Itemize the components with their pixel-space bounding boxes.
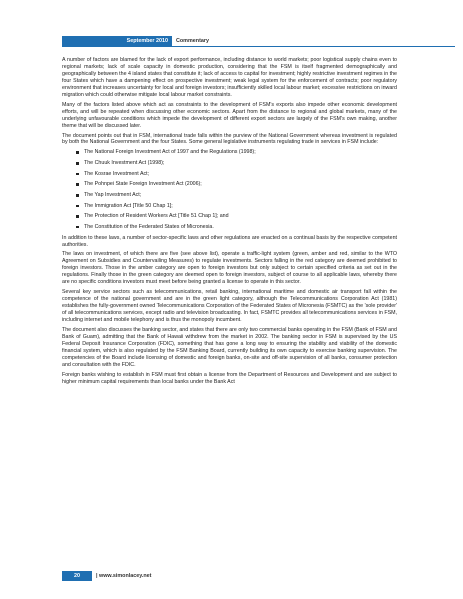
legislation-list [62, 149, 397, 230]
list-item-text: The Pohnpei State Foreign Investment Act (2006); [84, 181, 202, 188]
list-item-text: The Protection of Resident Workers Act [Title 51 Chap 1]; and [84, 213, 229, 220]
paragraph: Several key service sectors such as telecommunications, retail banking, international maritime and domestic air transport fall within the competence of the national government and are in the green light category, although the Telecommunications Corporation Act (1981) establishes the fully-government owned Telecommunications Corporation of the Federated States of Micronesia (FSMTC) as the 'sole provider' of all telecommunications services, except radio and television broadcasting. In fact, FSMTC provides all telecommunications services in FSM, including internet and mobile telephony and is thus the monopoly incumbent. [62, 289, 397, 324]
bullet-icon [76, 162, 79, 165]
list-item-text: The Immigration Act [Title 50 Chap 1]; [84, 202, 173, 209]
list-item-text: The Yap Investment Act; [84, 192, 142, 198]
list-item-text: The Constitution of the Federated States of Micronesia. [84, 223, 214, 230]
bullet-icon [76, 226, 79, 229]
paragraph: In addition to these laws, a number of sector-specific laws and other regulations are enacted on a continual basis by the respective competent authorities. [62, 234, 397, 248]
header-section-title: Commentary [172, 36, 455, 47]
list-item [76, 181, 397, 188]
list-item [76, 160, 397, 167]
list-item [76, 192, 397, 199]
bullet-icon [76, 173, 79, 176]
header-date: September 2010 [62, 36, 172, 47]
paragraph: Many of the factors listed above which act as constraints to the development of FSM's exports also impede other economic development efforts, and will be repeated when discussing other economic sectors. Apart from the distance to regional and global markets, many of the underlying unfavourable conditions which impede the development of different export sectors are largely of the FSM's own making, another theme that will be discussed later. [62, 101, 397, 129]
list-item [76, 171, 397, 178]
page-footer [62, 571, 151, 581]
footer-website-link[interactable]: | www.simonlacey.net [96, 573, 152, 579]
page-header [62, 36, 455, 47]
list-item [76, 224, 397, 231]
paragraph: A number of factors are blamed for the lack of export performance, including distance to world markets; poor logistical supply chains even to regional markets; lack of scale capacity in domestic production, considering that the FSM is itself fragmented demographically and geographically between the 4 island states that constitute it; lack of access to capital for investment; highly restrictive investment regimes in the four States which have a dampening effect on prospective investment; weak legal system for the enforcement of contracts; poor regulatory environment that increases uncertainty for local and foreign investors; insufficiently skilled local labour market; excessive restrictions on inward migration which could otherwise mitigate local labour market constraints. [62, 57, 397, 98]
paragraph: The document points out that in FSM, international trade falls within the purview of the National Government whereas investment is regulated by both the National Government and the four States. Some general legislative instruments regulating trade in services in FSM include: [62, 132, 397, 146]
paragraph: Foreign banks wishing to establish in FSM must first obtain a license from the Department of Resources and Development and are subject to higher minimum capital requirements than local banks under the Bank Act [62, 371, 397, 385]
bullet-icon [76, 183, 79, 186]
document-body [62, 57, 397, 389]
list-item-text: The National Foreign Investment Act of 1997 and the Regulations (1998); [84, 149, 256, 156]
list-item [76, 213, 397, 220]
bullet-icon [76, 205, 79, 208]
list-item [76, 149, 397, 156]
page-number: 20 [62, 571, 92, 581]
bullet-icon [76, 151, 79, 154]
paragraph: The document also discusses the banking sector, and states that there are only two commercial banks operating in the FSM (Bank of FSM and Bank of Guam), admitting that the Bank of Hawaii withdrew from the market in 2002. The banking sector in FSM is supervised by the US Federal Deposit Insurance Corporation (FDIC), something that has gone a long way to ensuring the stability and viability of the domestic financial system, which is also regulated by the FSM Banking Board, currently building its own capacity to exercise banking supervision. The competencies of the Board include licensing of domestic and foreign banks, on-site and off-site supervision of all banks, consumer protection and consultation with the FDIC. [62, 327, 397, 368]
list-item-text: The Chuuk Investment Act (1998); [84, 160, 165, 167]
list-item [76, 203, 397, 210]
bullet-icon [76, 215, 79, 218]
bullet-icon [76, 194, 79, 197]
paragraph: The laws on investment, of which there are five (see above list), operate a traffic-light system (green, amber and red, similar to the WTO Agreement on Subsidies and Countervailing Measures) to regulate investments. Sectors falling in the red category are deemed prohibited to foreign investors. Those in the amber category are open to foreign investors but only subject to certain specified criteria as set out in the regulations. Finally those in the green category are deemed open to foreign investors, subject of course to all applicable laws, whereby there are no specific conditions investors must meet before being granted a license to operate in this sector. [62, 251, 397, 286]
list-item-text: The Kosrae Investment Act; [84, 170, 150, 177]
